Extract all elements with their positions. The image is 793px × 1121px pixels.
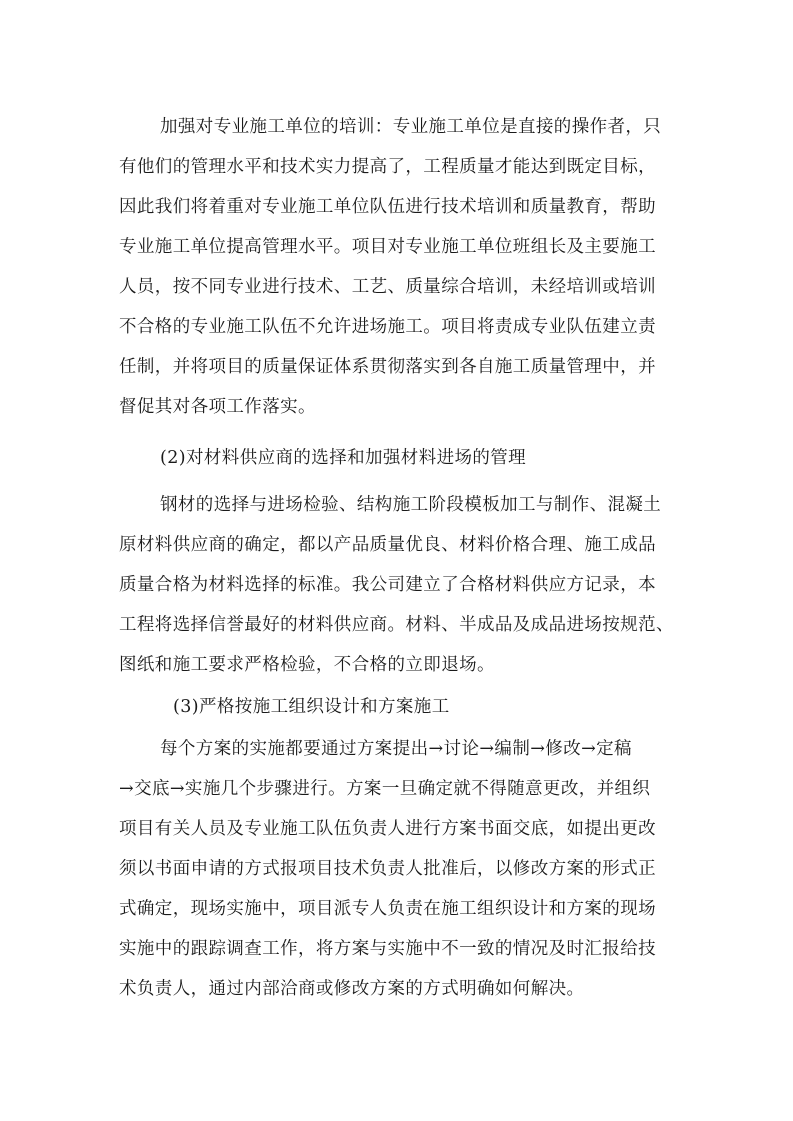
paragraph-3-line-1: 钢材的选择与进场检验、结构施工阶段模板加工与制作、混凝土 xyxy=(160,495,662,515)
paragraph-1-line-4: 专业施工单位提高管理水平。项目对专业施工单位班组长及主要施工 xyxy=(119,237,656,257)
paragraph-5-line-1: 每个方案的实施都要通过方案提出→讨论→编制→修改→定稿 xyxy=(160,739,632,759)
paragraph-1-line-5: 人员，按不同专业进行技术、工艺、质量综合培训，未经培训或培训 xyxy=(119,277,656,297)
paragraph-3-line-2: 原材料供应商的确定，都以产品质量优良、材料价格合理、施工成品 xyxy=(119,535,656,555)
paragraph-3-line-5: 图纸和施工要求严格检验，不合格的立即退场。 xyxy=(119,655,495,675)
paragraph-1-line-6: 不合格的专业施工队伍不允许进场施工。项目将责成专业队伍建立责 xyxy=(119,317,656,337)
section-heading-3: (3)严格按施工组织设计和方案施工 xyxy=(173,697,450,717)
paragraph-1-line-8: 督促其对各项工作落实。 xyxy=(119,397,316,417)
paragraph-1-line-2: 有他们的管理水平和技术实力提高了，工程质量才能达到既定目标， xyxy=(119,157,656,177)
paragraph-1-line-1: 加强对专业施工单位的培训：专业施工单位是直接的操作者，只 xyxy=(160,117,662,137)
paragraph-5-line-3: 项目有关人员及专业施工队伍负责人进行方案书面交底，如提出更改 xyxy=(119,819,656,839)
paragraph-3-line-4: 工程将选择信誉最好的材料供应商。材料、半成品及成品进场按规范、 xyxy=(119,615,674,635)
paragraph-5-line-7: 术负责人，通过内部洽商或修改方案的方式明确如何解决。 xyxy=(119,979,585,999)
paragraph-5-line-5: 式确定，现场实施中，项目派专人负责在施工组织设计和方案的现场 xyxy=(119,899,656,919)
paragraph-5-line-2: →交底→实施几个步骤进行。方案一旦确定就不得随意更改，并组织 xyxy=(119,779,651,799)
paragraph-1-line-7: 任制，并将项目的质量保证体系贯彻落实到各自施工质量管理中，并 xyxy=(119,357,656,377)
section-heading-2: (2)对材料供应商的选择和加强材料进场的管理 xyxy=(160,448,527,468)
paragraph-1-line-3: 因此我们将着重对专业施工单位队伍进行技术培训和质量教育，帮助 xyxy=(119,197,656,217)
paragraph-5-line-6: 实施中的跟踪调查工作，将方案与实施中不一致的情况及时汇报给技 xyxy=(119,939,656,959)
paragraph-5-line-4: 须以书面申请的方式报项目技术负责人批准后，以修改方案的形式正 xyxy=(119,859,656,879)
paragraph-3-line-3: 质量合格为材料选择的标准。我公司建立了合格材料供应方记录，本 xyxy=(119,575,656,595)
